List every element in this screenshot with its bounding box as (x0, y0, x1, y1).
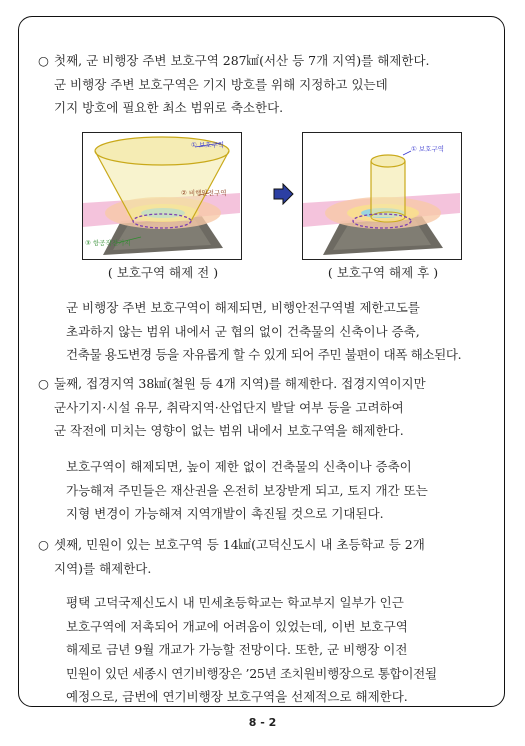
paragraph-1-line-2: 초과하지 않는 범위 내에서 군 협의 없이 건축물의 신축이나 증축, (66, 323, 420, 339)
paragraph-1-line-1: 군 비행장 주변 보호구역이 해제되면, 비행안전구역별 제한고도를 (66, 300, 420, 315)
bullet-2 (38, 372, 500, 443)
figure-after (302, 132, 462, 260)
paragraph-2-line-3: 지형 변경이 가능해져 지역개발이 촉진될 것으로 기대된다. (66, 506, 384, 522)
bullet-2-line-2: 군사기지·시설 유무, 취락지역·산업단지 발달 여부 등을 고려하여 (54, 399, 404, 415)
paragraph-3-line-4: 민원이 있던 세종시 연기비행장은 ’25년 조치원비행장으로 통합이전될 (66, 665, 437, 681)
label-protect-after: ① 보호구역 (411, 145, 445, 153)
label-protect-before: ① 보호구역 (191, 141, 225, 149)
paragraph-2 (66, 455, 496, 526)
paragraph-1-line-3: 건축물 용도변경 등을 자유롭게 할 수 있게 되어 주민 불편이 대폭 해소된다. (66, 347, 462, 363)
paragraph-1 (66, 296, 496, 367)
caption-after: ( 보호구역 해제 후 ) (327, 265, 439, 280)
label-air-base: ③ 항공작전기지 (85, 239, 131, 247)
bullet-1-line-2: 군 비행장 주변 보호구역은 기지 방호를 위해 지정하고 있는데 (54, 76, 388, 92)
label-flight-safety: ② 비행안전구역 (181, 189, 227, 197)
paragraph-3 (66, 591, 496, 709)
bullet-marker: ○ (38, 537, 49, 552)
caption-before: ( 보호구역 해제 전 ) (107, 265, 219, 280)
page-number: 8 - 2 (248, 716, 277, 729)
arrow-right-icon (272, 183, 294, 205)
protection-cylinder (371, 161, 405, 217)
bullet-2-line-1: 둘째, 접경지역 38㎢(철원 등 4개 지역)를 해제한다. 접경지역이지만 (54, 376, 426, 391)
figure-before (82, 132, 242, 260)
paragraph-2-line-1: 보호구역이 해제되면, 높이 제한 없이 건축물의 신축이나 증축이 (66, 459, 412, 474)
bullet-2-line-3: 군 작전에 미치는 영향이 없는 범위 내에서 보호구역을 해제한다. (54, 423, 404, 439)
bullet-1-line-3: 기지 방호에 필요한 최소 범위로 축소한다. (54, 100, 284, 116)
bullet-1-line-1: 첫째, 군 비행장 주변 보호구역 287㎢(서산 등 7개 지역)를 해제한다. (54, 53, 430, 68)
diagram-after-svg (303, 133, 460, 258)
bullet-1 (38, 49, 500, 120)
bullet-marker: ○ (38, 376, 49, 391)
paragraph-3-line-2: 보호구역에 저촉되어 개교에 어려움이 있었는데, 이번 보호구역 (66, 618, 408, 634)
paragraph-3-line-5: 예정으로, 금번에 연기비행장 보호구역을 선제적으로 해제한다. (66, 689, 408, 705)
paragraph-3-line-3: 해제로 금년 9월 개교가 가능할 전망이다. 또한, 군 비행장 이전 (66, 642, 408, 658)
bullet-3-line-2: 지역)를 해제한다. (54, 560, 152, 576)
bullet-marker: ○ (38, 53, 49, 68)
bullet-3 (38, 533, 500, 580)
paragraph-2-line-2: 가능해져 주민들은 재산권을 온전히 보장받게 되고, 토지 개간 또는 (66, 482, 428, 498)
diagram-before-svg (83, 133, 240, 258)
paragraph-3-line-1: 평택 고덕국제신도시 내 민세초등학교는 학교부지 일부가 인근 (66, 595, 404, 610)
bullet-3-line-1: 셋째, 민원이 있는 보호구역 등 14㎢(고덕신도시 내 초등학교 등 2개 (54, 537, 425, 552)
